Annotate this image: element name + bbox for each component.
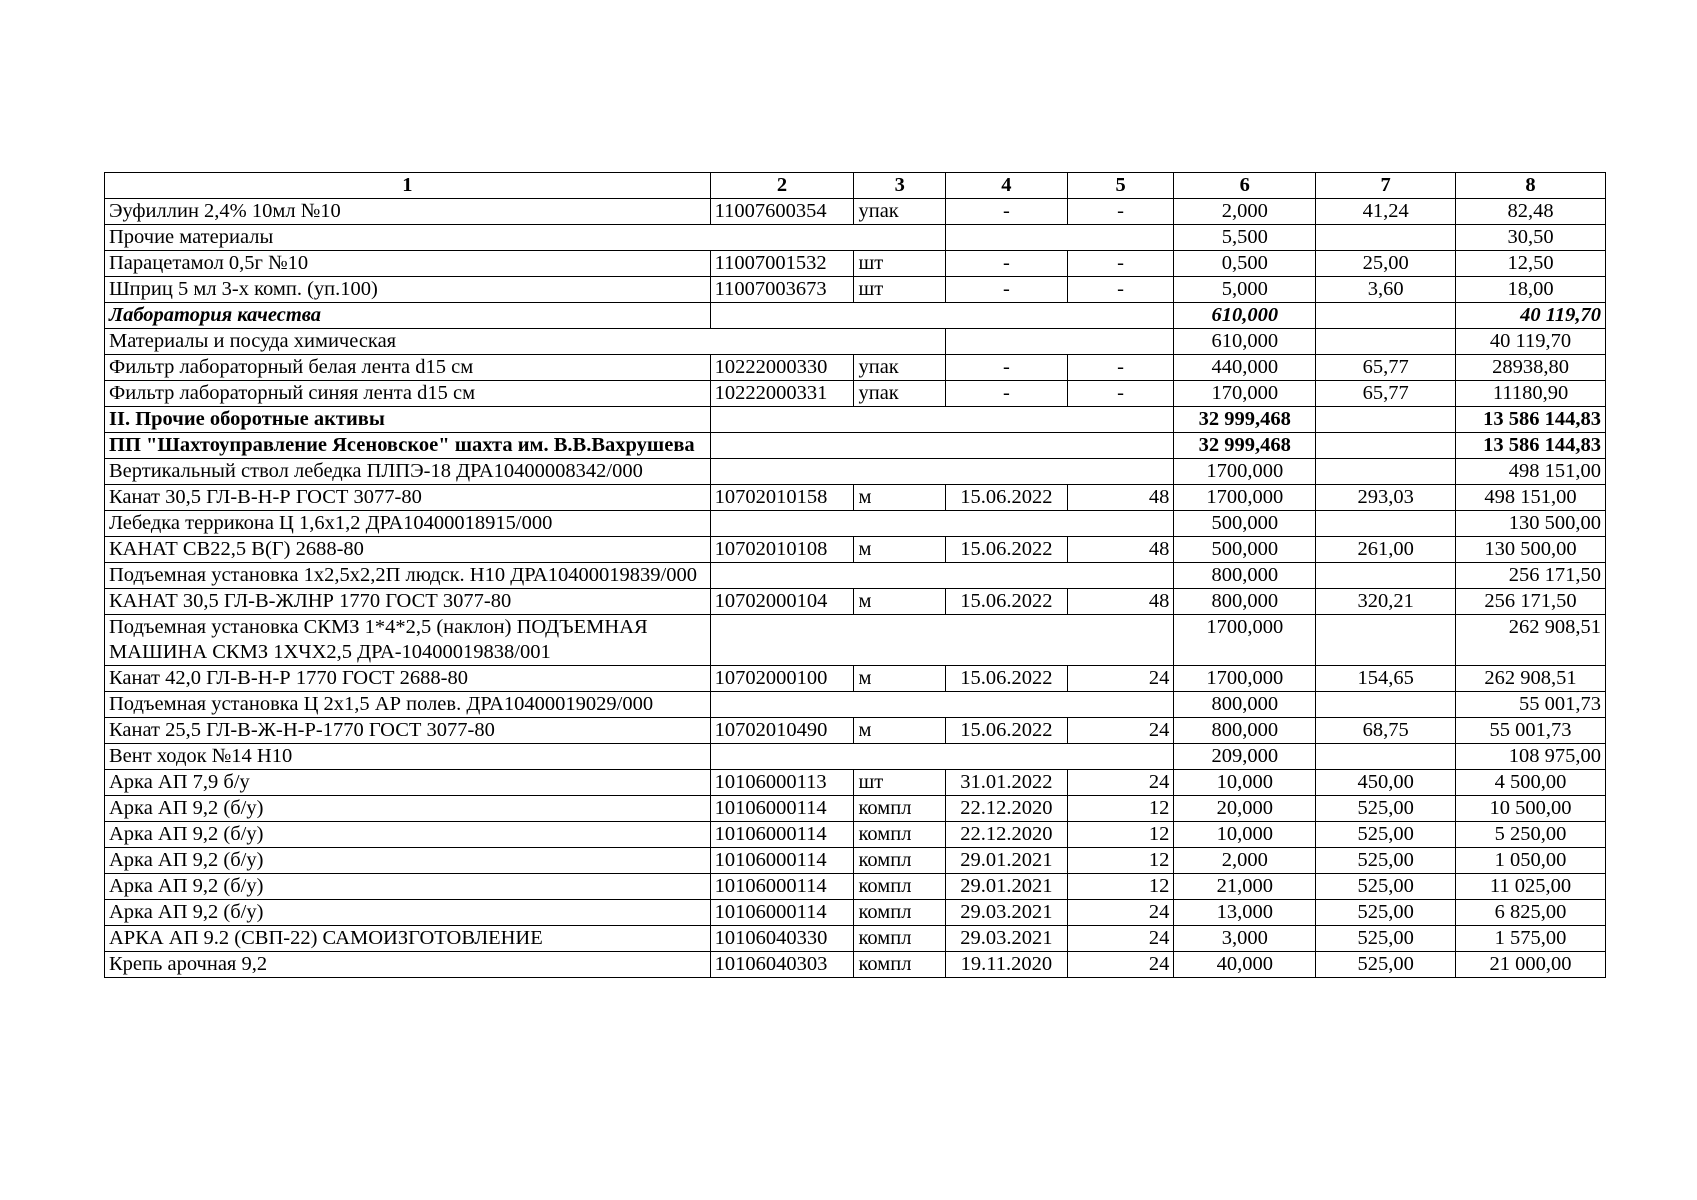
cell-name: Канат 30,5 ГЛ-В-Н-Р ГОСТ 3077-80: [105, 485, 711, 511]
cell-price: [1316, 433, 1456, 459]
cell-code: 10702010490: [710, 718, 854, 744]
cell-date: 29.03.2021: [946, 900, 1068, 926]
cell-qty: 5,500: [1174, 225, 1316, 251]
cell-price: 450,00: [1316, 770, 1456, 796]
cell-price: 68,75: [1316, 718, 1456, 744]
cell-name: Лебедка террикона Ц 1,6х1,2 ДРА10400018915/000: [105, 511, 711, 537]
cell-unit: компл: [854, 952, 946, 978]
cell-unit: м: [854, 718, 946, 744]
cell-sum: 30,50: [1456, 225, 1606, 251]
cell-price: 154,65: [1316, 666, 1456, 692]
cell-code: 10702010108: [710, 537, 854, 563]
cell-qty: 5,000: [1174, 277, 1316, 303]
cell-term: 48: [1067, 537, 1174, 563]
table-row: [105, 303, 1606, 329]
cell-empty: [710, 692, 1174, 718]
cell-qty: 500,000: [1174, 537, 1316, 563]
cell-empty: [710, 744, 1174, 770]
cell-unit: компл: [854, 822, 946, 848]
cell-code: 10702000100: [710, 666, 854, 692]
cell-term: 24: [1067, 926, 1174, 952]
table-row: [105, 199, 1606, 225]
cell-price: [1316, 692, 1456, 718]
cell-code: 10106040303: [710, 952, 854, 978]
table-row: [105, 692, 1606, 718]
header-col-7: 7: [1316, 173, 1456, 199]
header-col-5: 5: [1067, 173, 1174, 199]
cell-term: 12: [1067, 796, 1174, 822]
cell-empty: [710, 563, 1174, 589]
cell-empty: [710, 303, 1174, 329]
cell-name: Шприц 5 мл 3-х комп. (уп.100): [105, 277, 711, 303]
cell-date: -: [946, 251, 1068, 277]
table-row: [105, 589, 1606, 615]
cell-code: 11007600354: [710, 199, 854, 225]
cell-date: 15.06.2022: [946, 718, 1068, 744]
cell-qty: 2,000: [1174, 848, 1316, 874]
cell-name: Канат 42,0 ГЛ-В-Н-Р 1770 ГОСТ 2688-80: [105, 666, 711, 692]
cell-name: ПП "Шахтоуправление Ясеновское" шахта им. В.В.Вахрушева: [105, 433, 711, 459]
cell-date: -: [946, 199, 1068, 225]
cell-qty: 800,000: [1174, 589, 1316, 615]
cell-unit: компл: [854, 796, 946, 822]
cell-empty: [710, 511, 1174, 537]
cell-sum: 498 151,00: [1456, 485, 1606, 511]
cell-code: 10106000113: [710, 770, 854, 796]
cell-qty: 40,000: [1174, 952, 1316, 978]
cell-empty: [946, 225, 1174, 251]
cell-name: Арка АП 9,2 (б/у): [105, 874, 711, 900]
table-row: [105, 615, 1606, 666]
cell-code: 10702000104: [710, 589, 854, 615]
table-row: [105, 537, 1606, 563]
table-row: [105, 874, 1606, 900]
cell-code: 10222000331: [710, 381, 854, 407]
cell-sum: 13 586 144,83: [1456, 433, 1606, 459]
cell-sum: 5 250,00: [1456, 822, 1606, 848]
cell-unit: компл: [854, 900, 946, 926]
cell-qty: 800,000: [1174, 563, 1316, 589]
table-header-row: [105, 173, 1606, 199]
cell-sum: 256 171,50: [1456, 563, 1606, 589]
header-col-6: 6: [1174, 173, 1316, 199]
cell-code: 11007001532: [710, 251, 854, 277]
cell-name: Подъемная установка Ц 2х1,5 АР полев. ДРА10400019029/000: [105, 692, 711, 718]
cell-qty: 800,000: [1174, 692, 1316, 718]
cell-qty: 3,000: [1174, 926, 1316, 952]
cell-sum: 256 171,50: [1456, 589, 1606, 615]
cell-sum: 13 586 144,83: [1456, 407, 1606, 433]
cell-sum: 130 500,00: [1456, 537, 1606, 563]
cell-empty: [946, 329, 1174, 355]
cell-empty: [710, 615, 1174, 666]
table-row: [105, 277, 1606, 303]
cell-sum: 6 825,00: [1456, 900, 1606, 926]
cell-date: 29.01.2021: [946, 874, 1068, 900]
cell-term: -: [1067, 199, 1174, 225]
table-row: [105, 407, 1606, 433]
cell-price: 25,00: [1316, 251, 1456, 277]
cell-sum: 262 908,51: [1456, 615, 1606, 666]
cell-qty: 32 999,468: [1174, 407, 1316, 433]
cell-empty: [710, 459, 1174, 485]
header-col-2: 2: [710, 173, 854, 199]
inventory-table: [104, 172, 1606, 978]
cell-code: 10106000114: [710, 822, 854, 848]
table-row: [105, 770, 1606, 796]
cell-code: 10106040330: [710, 926, 854, 952]
cell-qty: 13,000: [1174, 900, 1316, 926]
cell-unit: компл: [854, 874, 946, 900]
cell-qty: 1700,000: [1174, 459, 1316, 485]
header-col-1: 1: [105, 173, 711, 199]
cell-name: Подъемная установка 1х2,5х2,2П людск. Н10 ДРА10400019839/000: [105, 563, 711, 589]
cell-qty: 1700,000: [1174, 615, 1316, 666]
cell-term: 12: [1067, 874, 1174, 900]
table-row: [105, 225, 1606, 251]
cell-qty: 1700,000: [1174, 485, 1316, 511]
table-row: [105, 381, 1606, 407]
cell-term: 24: [1067, 952, 1174, 978]
table-row: [105, 459, 1606, 485]
cell-name: КАНАТ 30,5 ГЛ-В-ЖЛНР 1770 ГОСТ 3077-80: [105, 589, 711, 615]
cell-date: 15.06.2022: [946, 485, 1068, 511]
cell-sum: 108 975,00: [1456, 744, 1606, 770]
cell-term: -: [1067, 381, 1174, 407]
cell-price: 525,00: [1316, 848, 1456, 874]
cell-qty: 440,000: [1174, 355, 1316, 381]
cell-date: 15.06.2022: [946, 666, 1068, 692]
cell-code: 10106000114: [710, 874, 854, 900]
table-row: [105, 744, 1606, 770]
cell-code: 10106000114: [710, 796, 854, 822]
cell-unit: упак: [854, 381, 946, 407]
cell-code: 11007003673: [710, 277, 854, 303]
cell-price: 261,00: [1316, 537, 1456, 563]
cell-name: Парацетамол 0,5г №10: [105, 251, 711, 277]
cell-unit: компл: [854, 926, 946, 952]
cell-sum: 12,50: [1456, 251, 1606, 277]
cell-name: Арка АП 9,2 (б/у): [105, 822, 711, 848]
cell-name: Крепь арочная 9,2: [105, 952, 711, 978]
cell-qty: 1700,000: [1174, 666, 1316, 692]
header-col-4: 4: [946, 173, 1068, 199]
cell-unit: упак: [854, 199, 946, 225]
cell-date: 22.12.2020: [946, 822, 1068, 848]
cell-code: 10106000114: [710, 900, 854, 926]
table-row: [105, 433, 1606, 459]
cell-name: Подъемная установка СКМЗ 1*4*2,5 (наклон) ПОДЪЕМНАЯ МАШИНА СКМЗ 1ХЧХ2,5 ДРА-10400019838/001: [105, 615, 711, 666]
cell-price: 65,77: [1316, 381, 1456, 407]
cell-date: -: [946, 355, 1068, 381]
cell-date: 29.03.2021: [946, 926, 1068, 952]
cell-date: -: [946, 381, 1068, 407]
table-row: [105, 666, 1606, 692]
cell-name: Лаборатория качества: [105, 303, 711, 329]
cell-unit: м: [854, 537, 946, 563]
cell-date: 22.12.2020: [946, 796, 1068, 822]
cell-qty: 610,000: [1174, 329, 1316, 355]
cell-term: 24: [1067, 718, 1174, 744]
cell-sum: 55 001,73: [1456, 692, 1606, 718]
cell-term: 24: [1067, 900, 1174, 926]
cell-term: 12: [1067, 848, 1174, 874]
cell-sum: 28938,80: [1456, 355, 1606, 381]
cell-price: [1316, 459, 1456, 485]
cell-code: 10702010158: [710, 485, 854, 511]
cell-sum: 82,48: [1456, 199, 1606, 225]
cell-term: -: [1067, 251, 1174, 277]
table-row: [105, 329, 1606, 355]
cell-name: Канат 25,5 ГЛ-В-Ж-Н-Р-1770 ГОСТ 3077-80: [105, 718, 711, 744]
cell-name: II. Прочие оборотные активы: [105, 407, 711, 433]
cell-date: 29.01.2021: [946, 848, 1068, 874]
cell-price: 41,24: [1316, 199, 1456, 225]
cell-price: 293,03: [1316, 485, 1456, 511]
cell-name: Арка АП 7,9 б/у: [105, 770, 711, 796]
cell-name: Арка АП 9,2 (б/у): [105, 848, 711, 874]
cell-qty: 610,000: [1174, 303, 1316, 329]
cell-sum: 55 001,73: [1456, 718, 1606, 744]
cell-price: [1316, 511, 1456, 537]
table-row: [105, 822, 1606, 848]
cell-name: КАНАТ СВ22,5 В(Г) 2688-80: [105, 537, 711, 563]
cell-qty: 10,000: [1174, 770, 1316, 796]
table-row: [105, 563, 1606, 589]
cell-price: [1316, 407, 1456, 433]
cell-price: 3,60: [1316, 277, 1456, 303]
cell-name: Арка АП 9,2 (б/у): [105, 796, 711, 822]
cell-code: 10222000330: [710, 355, 854, 381]
cell-price: 525,00: [1316, 874, 1456, 900]
cell-date: -: [946, 277, 1068, 303]
cell-term: -: [1067, 355, 1174, 381]
cell-sum: 498 151,00: [1456, 459, 1606, 485]
cell-price: [1316, 225, 1456, 251]
cell-term: -: [1067, 277, 1174, 303]
table-row: [105, 952, 1606, 978]
cell-term: 24: [1067, 666, 1174, 692]
cell-date: 31.01.2022: [946, 770, 1068, 796]
cell-price: 525,00: [1316, 926, 1456, 952]
cell-price: 525,00: [1316, 900, 1456, 926]
table-body: [105, 173, 1606, 978]
cell-date: 15.06.2022: [946, 589, 1068, 615]
table-row: [105, 485, 1606, 511]
cell-price: 525,00: [1316, 822, 1456, 848]
cell-qty: 32 999,468: [1174, 433, 1316, 459]
cell-unit: шт: [854, 251, 946, 277]
cell-sum: 1 050,00: [1456, 848, 1606, 874]
cell-price: [1316, 615, 1456, 666]
cell-sum: 40 119,70: [1456, 303, 1606, 329]
cell-qty: 170,000: [1174, 381, 1316, 407]
table-row: [105, 926, 1606, 952]
cell-unit: шт: [854, 770, 946, 796]
cell-sum: 18,00: [1456, 277, 1606, 303]
cell-qty: 10,000: [1174, 822, 1316, 848]
cell-qty: 2,000: [1174, 199, 1316, 225]
table-row: [105, 718, 1606, 744]
cell-name: АРКА АП 9.2 (СВП-22) САМОИЗГОТОВЛЕНИЕ: [105, 926, 711, 952]
table-row: [105, 355, 1606, 381]
cell-qty: 800,000: [1174, 718, 1316, 744]
cell-name: Прочие материалы: [105, 225, 946, 251]
cell-code: 10106000114: [710, 848, 854, 874]
cell-term: 24: [1067, 770, 1174, 796]
cell-sum: 130 500,00: [1456, 511, 1606, 537]
cell-term: 48: [1067, 485, 1174, 511]
cell-sum: 4 500,00: [1456, 770, 1606, 796]
cell-price: [1316, 744, 1456, 770]
cell-sum: 10 500,00: [1456, 796, 1606, 822]
cell-qty: 20,000: [1174, 796, 1316, 822]
cell-qty: 500,000: [1174, 511, 1316, 537]
cell-date: 19.11.2020: [946, 952, 1068, 978]
table-row: [105, 900, 1606, 926]
cell-price: 320,21: [1316, 589, 1456, 615]
table-row: [105, 251, 1606, 277]
cell-sum: 40 119,70: [1456, 329, 1606, 355]
cell-name: Вент ходок №14 Н10: [105, 744, 711, 770]
cell-sum: 1 575,00: [1456, 926, 1606, 952]
cell-name: Материалы и посуда химическая: [105, 329, 946, 355]
cell-name: Фильтр лабораторный синяя лента d15 см: [105, 381, 711, 407]
cell-sum: 11180,90: [1456, 381, 1606, 407]
header-col-3: 3: [854, 173, 946, 199]
cell-qty: 21,000: [1174, 874, 1316, 900]
table-row: [105, 796, 1606, 822]
cell-term: 48: [1067, 589, 1174, 615]
cell-unit: м: [854, 666, 946, 692]
table-row: [105, 848, 1606, 874]
cell-unit: м: [854, 589, 946, 615]
cell-qty: 0,500: [1174, 251, 1316, 277]
cell-qty: 209,000: [1174, 744, 1316, 770]
cell-term: 12: [1067, 822, 1174, 848]
cell-price: 65,77: [1316, 355, 1456, 381]
table-row: [105, 511, 1606, 537]
cell-price: [1316, 329, 1456, 355]
cell-unit: шт: [854, 277, 946, 303]
cell-sum: 21 000,00: [1456, 952, 1606, 978]
cell-price: [1316, 303, 1456, 329]
header-col-8: 8: [1456, 173, 1606, 199]
cell-name: Вертикальный ствол лебедка ПЛПЭ-18 ДРА10400008342/000: [105, 459, 711, 485]
cell-empty: [710, 407, 1174, 433]
cell-date: 15.06.2022: [946, 537, 1068, 563]
cell-price: 525,00: [1316, 952, 1456, 978]
cell-unit: упак: [854, 355, 946, 381]
cell-price: [1316, 563, 1456, 589]
cell-name: Фильтр лабораторный белая лента d15 см: [105, 355, 711, 381]
cell-sum: 11 025,00: [1456, 874, 1606, 900]
cell-name: Эуфиллин 2,4% 10мл №10: [105, 199, 711, 225]
cell-sum: 262 908,51: [1456, 666, 1606, 692]
cell-unit: компл: [854, 848, 946, 874]
cell-name: Арка АП 9,2 (б/у): [105, 900, 711, 926]
cell-empty: [710, 433, 1174, 459]
cell-unit: м: [854, 485, 946, 511]
cell-price: 525,00: [1316, 796, 1456, 822]
